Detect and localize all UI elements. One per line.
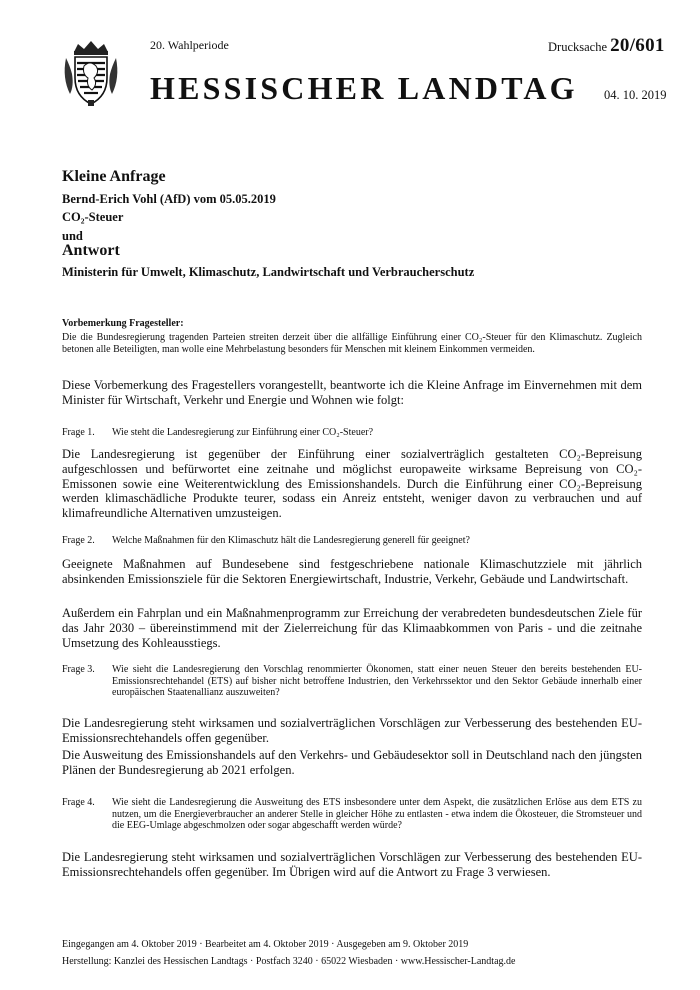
answer-1-paragraph: Die Landesregierung ist gegenüber der Einführung einer sozialverträglich gestalteten CO₂-Bepreisung aufgeschlossen und befürwortet eine zeitnahe und möglichst europaweite wirksame Bepreisung von CO₂-Emissonen sowie eine Weiterentwicklung des Emissionshandels. Durch die Einführung einer CO₂-Bepreisung werden klimaschädliche Produkte teurer, sodass ein Anreiz entsteht, weniger davon zu verbrauchen und auf klimafreundliche Alternativen umzusteigen. (62, 447, 642, 521)
wahlperiode: 20. Wahlperiode (150, 38, 229, 52)
question-label: Frage 2. (62, 535, 95, 546)
question-2 (62, 535, 642, 547)
question-text: Wie sieht die Landesregierung die Ausweitung des ETS insbesondere unter dem Aspekt, die zusätzlichen Erlöse aus dem ETS zu nutzen, um die Energieverbraucher an anderer Stelle in gleicher Höhe zu entlasten - etwa indem die Ökosteuer, die Stromsteuer und die EEG-Umlage abgeschmolzen oder sogar abgeschafft werden würde? (112, 797, 642, 831)
question-label: Frage 3. (62, 664, 95, 675)
drucksache (548, 35, 665, 57)
answer-2-paragraph-2: Außerdem ein Fahrplan und ein Maßnahmenprogramm zur Erreichung der verabredeten bundesdeutschen Ziele für das Jahr 2030 – übereinstimmend mit der Zielerreichung für das Klimaabkommen von Paris - und die zeitnahe Umsetzung des Kohleausstiegs. (62, 606, 642, 650)
question-text: Wie sieht die Landesregierung den Vorschlag renommierter Ökonomen, statt einer neuen Steuer den bereits bestehenden EU-Emissionsrechtehandel (ETS) auf bisher nicht betroffene Industrien, den Verkehrssektor und den Sektor Gebäude innerhalb einer europäischen Staatenallianz auszuweiten? (112, 664, 642, 698)
footer-dates: Eingegangen am 4. Oktober 2019 · Bearbeitet am 4. Oktober 2019 · Ausgegeben am 9. Oktober 2019 (62, 939, 469, 950)
question-3 (62, 664, 642, 699)
question-text: Wie steht die Landesregierung zur Einführung einer CO₂-Steuer? (112, 427, 374, 438)
document-author: Bernd-Erich Vohl (AfD) vom 05.05.2019 (62, 192, 276, 206)
und-label: und (62, 229, 83, 243)
answer-4-paragraph: Die Landesregierung steht wirksamen und sozialverträglichen Vorschlägen zur Verbesserung des bestehenden EU-Emissionsrechtehandels offen gegenüber. Im Übrigen wird auf die Antwort zu Frage 3 verwiesen. (62, 850, 642, 879)
document-date: 04. 10. 2019 (604, 88, 667, 102)
answer-3-paragraph-2: Die Ausweitung des Emissionshandels auf den Verkehrs- und Gebäudesektor soll in Deutschland nach den jüngsten Plänen der Bundesregierung ab 2021 erfolgen. (62, 748, 642, 777)
ministry-name: Ministerin für Umwelt, Klimaschutz, Landwirtschaft und Verbraucherschutz (62, 265, 475, 279)
question-1 (62, 427, 642, 439)
question-label: Frage 4. (62, 797, 95, 808)
answer-2-paragraph-1: Geeignete Maßnahmen auf Bundesebene sind festgeschriebene nationale Klimaschutzziele mit jährlich absinkenden Emissionsziele für die Sektoren Energiewirtschaft, Industrie, Verkehr, Gebäude und Landwirtschaft. (62, 557, 642, 586)
preamble-title: Vorbemerkung Fragesteller: (62, 318, 184, 329)
answer-heading: Antwort (62, 242, 120, 259)
question-4 (62, 797, 642, 832)
drucksache-number: 20/601 (610, 35, 665, 56)
question-text: Welche Maßnahmen für den Klimaschutz hält die Landesregierung generell für geeignet? (112, 535, 470, 546)
preamble-text: Die die Bundesregierung tragenden Parteien streiten derzeit über die allfällige Einführung einer CO₂-Steuer für den Klimaschutz. Zugleich betonen alle Beteiligten, man wolle eine Mehrbelastung besonders für Menschen mit kleinem Einkommen vermeiden. (62, 332, 642, 355)
document-kind: Kleine Anfrage (62, 168, 166, 185)
hessen-coat-of-arms-icon (60, 38, 122, 110)
intro-paragraph: Diese Vorbemerkung des Fragestellers vorangestellt, beantworte ich die Kleine Anfrage im Einvernehmen mit dem Minister für Wirtschaft, Verkehr und Energie und Wohnen wie folgt: (62, 378, 642, 407)
drucksache-label: Drucksache (548, 40, 607, 54)
parliament-title: HESSISCHER LANDTAG (150, 70, 578, 106)
footer-publisher: Herstellung: Kanzlei des Hessischen Landtags · Postfach 3240 · 65022 Wiesbaden · www.Hessischer-Landtag.de (62, 956, 516, 967)
answer-3-paragraph-1: Die Landesregierung steht wirksamen und sozialverträglichen Vorschlägen zur Verbesserung des bestehenden EU-Emissionsrechtehandels offen gegenüber. (62, 716, 642, 745)
question-label: Frage 1. (62, 427, 95, 438)
document-subject: CO₂-Steuer (62, 210, 124, 224)
